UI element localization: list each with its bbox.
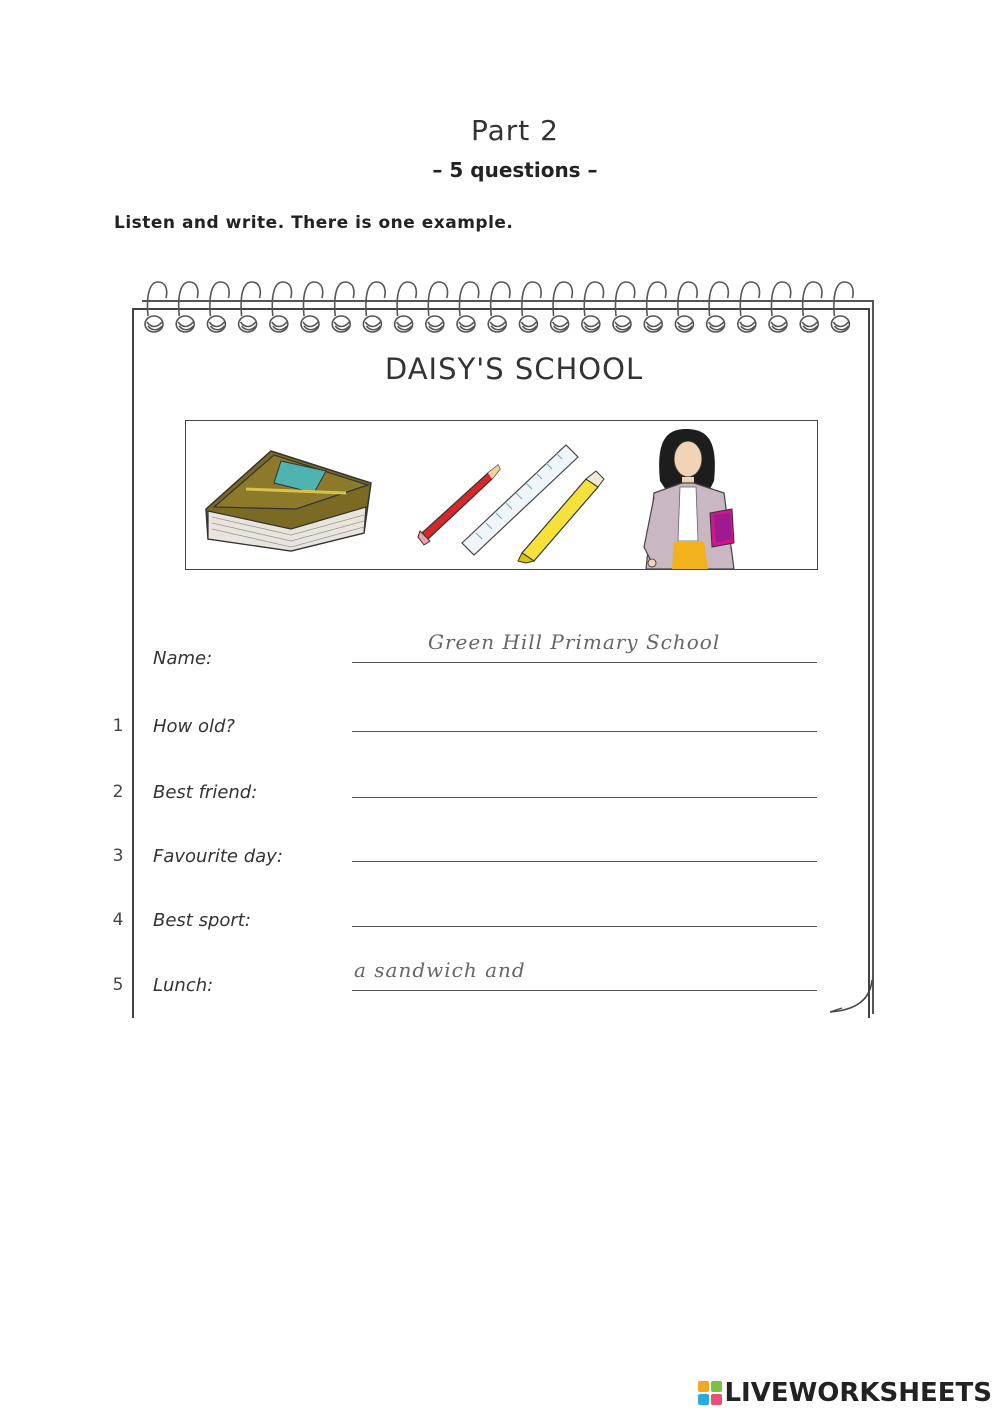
ring bbox=[147, 282, 166, 316]
row-label-how-old: How old? bbox=[153, 716, 235, 737]
ring-coil bbox=[553, 322, 568, 330]
ring bbox=[584, 282, 603, 316]
row-number: 2 bbox=[112, 782, 124, 802]
ring-coil bbox=[272, 322, 287, 330]
ring-coil bbox=[584, 322, 599, 330]
part-title: Part 2 bbox=[471, 114, 559, 147]
row-label-best-sport: Best sport: bbox=[153, 910, 251, 931]
ring-coil bbox=[646, 322, 661, 330]
ring bbox=[459, 282, 478, 316]
ring-coil bbox=[459, 322, 474, 330]
ring-coil bbox=[802, 322, 817, 330]
ring-coil bbox=[521, 322, 536, 330]
answer-line[interactable] bbox=[352, 861, 817, 862]
ring bbox=[553, 282, 572, 316]
spiral-rings bbox=[140, 276, 870, 342]
ring bbox=[272, 282, 291, 316]
ring-coil bbox=[771, 322, 786, 330]
ring bbox=[303, 282, 322, 316]
row-number: 1 bbox=[112, 716, 124, 736]
instructions: Listen and write. There is one example. bbox=[114, 213, 514, 233]
ring bbox=[210, 282, 229, 316]
answer-line[interactable] bbox=[352, 990, 817, 991]
ring-coil bbox=[740, 322, 755, 330]
ring-coil bbox=[209, 322, 224, 330]
ring bbox=[678, 282, 697, 316]
example-answer: Green Hill Primary School bbox=[428, 630, 721, 654]
ring bbox=[647, 282, 666, 316]
ring-coil bbox=[303, 322, 318, 330]
questions-subtitle: – 5 questions – bbox=[432, 158, 598, 182]
notebook-title: DAISY'S SCHOOL bbox=[384, 352, 644, 386]
ring bbox=[366, 282, 385, 316]
answer-line[interactable] bbox=[352, 797, 817, 798]
liveworksheets-logo-icon bbox=[698, 1381, 722, 1405]
book-icon bbox=[206, 451, 371, 551]
ring-coil bbox=[428, 322, 443, 330]
ring bbox=[397, 282, 416, 316]
row-label-name: Name: bbox=[153, 648, 213, 669]
ring-coil bbox=[490, 322, 505, 330]
picture-strip bbox=[185, 420, 818, 570]
answer-line[interactable] bbox=[352, 926, 817, 927]
ring-coil bbox=[709, 322, 724, 330]
ring-coil bbox=[241, 322, 256, 330]
ring bbox=[740, 282, 759, 316]
ring-coil bbox=[615, 322, 630, 330]
answer-line[interactable] bbox=[352, 731, 817, 732]
row-label-lunch: Lunch: bbox=[153, 975, 214, 996]
ring bbox=[335, 282, 354, 316]
row-label-favourite-day: Favourite day: bbox=[153, 846, 283, 867]
ring-coil bbox=[334, 322, 349, 330]
row-number: 5 bbox=[112, 975, 124, 995]
ring bbox=[615, 282, 634, 316]
lunch-prefilled: a sandwich and bbox=[354, 958, 526, 982]
ring-coil bbox=[178, 322, 193, 330]
liveworksheets-brand bbox=[698, 1378, 992, 1408]
ring-coil bbox=[397, 322, 412, 330]
ring bbox=[803, 282, 822, 316]
ring-coil bbox=[677, 322, 692, 330]
row-number: 3 bbox=[112, 846, 124, 866]
ring-coil bbox=[147, 322, 162, 330]
ring bbox=[771, 282, 790, 316]
page-curl bbox=[826, 978, 876, 1018]
ring-coil bbox=[833, 322, 848, 330]
row-label-best-friend: Best friend: bbox=[153, 782, 258, 803]
brand-text: LIVEWORKSHEETS bbox=[724, 1378, 992, 1408]
row-number: 4 bbox=[112, 910, 124, 930]
ring bbox=[241, 282, 260, 316]
ring bbox=[428, 282, 447, 316]
ring bbox=[179, 282, 198, 316]
ring bbox=[834, 282, 853, 316]
ring bbox=[522, 282, 541, 316]
ring bbox=[491, 282, 510, 316]
ring bbox=[709, 282, 728, 316]
ring-coil bbox=[365, 322, 380, 330]
girl-illustration bbox=[644, 429, 734, 569]
answer-line[interactable] bbox=[352, 662, 817, 663]
ruler-icon bbox=[462, 445, 578, 555]
